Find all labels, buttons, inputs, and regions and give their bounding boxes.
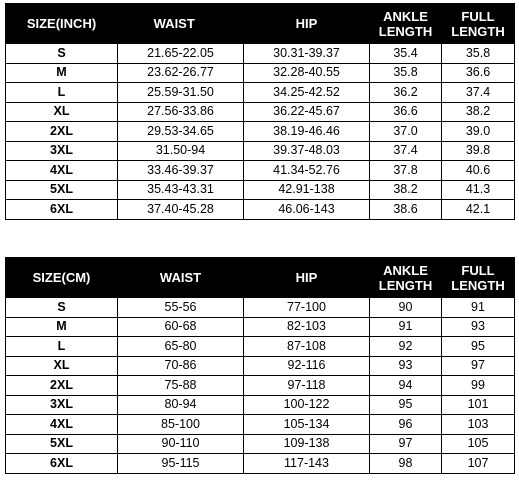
full-length-cell: 93 <box>442 317 515 337</box>
full-length-cell: 107 <box>442 454 515 474</box>
waist-cell: 35.43-43.31 <box>118 180 244 200</box>
ankle-length-cell: 38.6 <box>370 200 442 220</box>
waist-cell: 95-115 <box>118 454 244 474</box>
size-cell: L <box>6 83 118 103</box>
table-header <box>6 4 515 44</box>
hip-cell: 92-116 <box>244 356 370 376</box>
hip-cell: 97-118 <box>244 376 370 396</box>
header-ankle-length: ANKLE LENGTH <box>370 4 442 44</box>
ankle-length-cell: 94 <box>370 376 442 396</box>
waist-cell: 55-56 <box>118 298 244 318</box>
hip-cell: 38.19-46.46 <box>244 122 370 142</box>
full-length-cell: 37.4 <box>442 83 515 103</box>
table-row <box>6 63 515 83</box>
full-length-cell: 41.3 <box>442 180 515 200</box>
table-row <box>6 337 515 357</box>
full-length-cell: 42.1 <box>442 200 515 220</box>
waist-cell: 65-80 <box>118 337 244 357</box>
hip-cell: 30.31-39.37 <box>244 44 370 64</box>
table-row <box>6 317 515 337</box>
table-row <box>6 83 515 103</box>
ankle-length-cell: 96 <box>370 415 442 435</box>
hip-cell: 77-100 <box>244 298 370 318</box>
waist-cell: 25.59-31.50 <box>118 83 244 103</box>
ankle-length-cell: 37.8 <box>370 161 442 181</box>
ankle-length-cell: 35.4 <box>370 44 442 64</box>
size-cell: 2XL <box>6 376 118 396</box>
full-length-cell: 101 <box>442 395 515 415</box>
ankle-length-cell: 97 <box>370 434 442 454</box>
size-cell: 5XL <box>6 434 118 454</box>
waist-cell: 70-86 <box>118 356 244 376</box>
size-cell: 3XL <box>6 395 118 415</box>
header-waist: WAIST <box>118 258 244 298</box>
waist-cell: 80-94 <box>118 395 244 415</box>
ankle-length-cell: 35.8 <box>370 63 442 83</box>
size-cell: M <box>6 63 118 83</box>
size-cell: 6XL <box>6 454 118 474</box>
ankle-length-cell: 37.0 <box>370 122 442 142</box>
hip-cell: 32.28-40.55 <box>244 63 370 83</box>
table-row <box>6 395 515 415</box>
size-chart-cm-table <box>5 257 515 474</box>
header-size: SIZE(INCH) <box>6 4 118 44</box>
table-body <box>6 44 515 220</box>
full-length-cell: 39.0 <box>442 122 515 142</box>
size-cell: S <box>6 298 118 318</box>
header-size: SIZE(CM) <box>6 258 118 298</box>
table-row <box>6 44 515 64</box>
header-full-length: FULL LENGTH <box>442 4 515 44</box>
table-row <box>6 141 515 161</box>
hip-cell: 87-108 <box>244 337 370 357</box>
full-length-cell: 91 <box>442 298 515 318</box>
hip-cell: 41.34-52.76 <box>244 161 370 181</box>
waist-cell: 27.56-33.86 <box>118 102 244 122</box>
waist-cell: 85-100 <box>118 415 244 435</box>
hip-cell: 42.91-138 <box>244 180 370 200</box>
hip-cell: 117-143 <box>244 454 370 474</box>
size-cell: 2XL <box>6 122 118 142</box>
hip-cell: 34.25-42.52 <box>244 83 370 103</box>
hip-cell: 82-103 <box>244 317 370 337</box>
ankle-length-cell: 36.6 <box>370 102 442 122</box>
table-body <box>6 298 515 474</box>
hip-cell: 39.37-48.03 <box>244 141 370 161</box>
size-cell: 6XL <box>6 200 118 220</box>
table-row <box>6 161 515 181</box>
table-row <box>6 454 515 474</box>
size-cell: 4XL <box>6 415 118 435</box>
size-cell: 3XL <box>6 141 118 161</box>
ankle-length-cell: 38.2 <box>370 180 442 200</box>
full-length-cell: 38.2 <box>442 102 515 122</box>
size-cell: S <box>6 44 118 64</box>
header-waist: WAISTㅤ <box>118 4 244 44</box>
header-full-length: FULL LENGTH <box>442 258 515 298</box>
size-cell: 4XL <box>6 161 118 181</box>
table-header <box>6 258 515 298</box>
size-cell: M <box>6 317 118 337</box>
waist-cell: 31.50-94 <box>118 141 244 161</box>
ankle-length-cell: 98 <box>370 454 442 474</box>
size-cell: L <box>6 337 118 357</box>
full-length-cell: 95 <box>442 337 515 357</box>
table-row <box>6 200 515 220</box>
header-hip: HIP <box>244 4 370 44</box>
size-chart-inch-table <box>5 3 515 220</box>
ankle-length-cell: 92 <box>370 337 442 357</box>
ankle-length-cell: 37.4 <box>370 141 442 161</box>
waist-cell: 33.46-39.37 <box>118 161 244 181</box>
table-row <box>6 122 515 142</box>
table-row <box>6 180 515 200</box>
full-length-cell: 99 <box>442 376 515 396</box>
full-length-cell: 103 <box>442 415 515 435</box>
hip-cell: 109-138 <box>244 434 370 454</box>
table-row <box>6 376 515 396</box>
header-row <box>6 258 515 298</box>
header-row <box>6 4 515 44</box>
ankle-length-cell: 36.2 <box>370 83 442 103</box>
size-cell: 5XL <box>6 180 118 200</box>
full-length-cell: 36.6 <box>442 63 515 83</box>
hip-cell: 105-134 <box>244 415 370 435</box>
header-ankle-length: ANKLE LENGTH <box>370 258 442 298</box>
table-row <box>6 434 515 454</box>
full-length-cell: 97 <box>442 356 515 376</box>
hip-cell: 100-122 <box>244 395 370 415</box>
waist-cell: 60-68 <box>118 317 244 337</box>
waist-cell: 29.53-34.65 <box>118 122 244 142</box>
waist-cell: 90-110 <box>118 434 244 454</box>
ankle-length-cell: 91 <box>370 317 442 337</box>
waist-cell: 75-88 <box>118 376 244 396</box>
waist-cell: 21.65-22.05 <box>118 44 244 64</box>
table-row <box>6 298 515 318</box>
table-row <box>6 415 515 435</box>
waist-cell: 37.40-45.28 <box>118 200 244 220</box>
waist-cell: 23.62-26.77 <box>118 63 244 83</box>
full-length-cell: 105 <box>442 434 515 454</box>
full-length-cell: 40.6 <box>442 161 515 181</box>
ankle-length-cell: 93 <box>370 356 442 376</box>
hip-cell: 36.22-45.67 <box>244 102 370 122</box>
full-length-cell: 35.8 <box>442 44 515 64</box>
table-row <box>6 356 515 376</box>
full-length-cell: 39.8 <box>442 141 515 161</box>
size-cell: XL <box>6 356 118 376</box>
hip-cell: 46.06-143 <box>244 200 370 220</box>
table-row <box>6 102 515 122</box>
ankle-length-cell: 95 <box>370 395 442 415</box>
size-cell: XL <box>6 102 118 122</box>
header-hip: HIP <box>244 258 370 298</box>
ankle-length-cell: 90 <box>370 298 442 318</box>
